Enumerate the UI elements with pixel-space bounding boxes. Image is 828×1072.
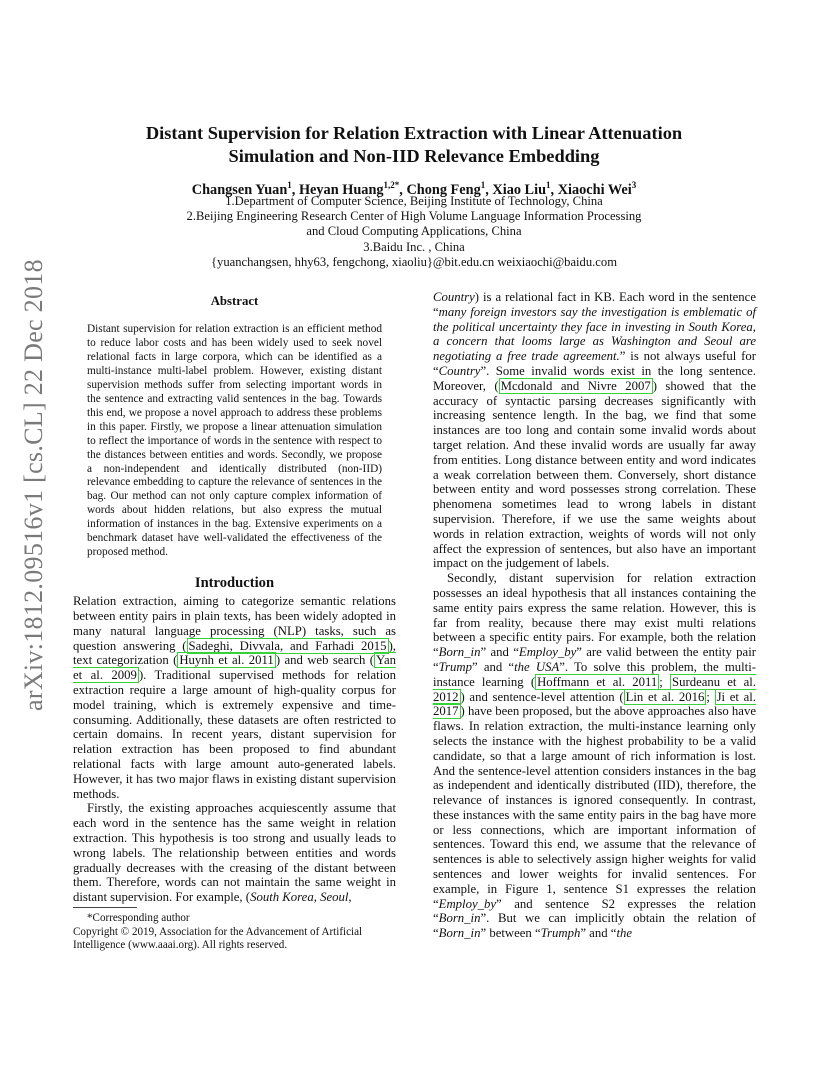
body-paragraph-secondly: Secondly, distant supervision for relation extraction possesses an ideal hypothesis that all instances containing the same entity pairs express the same relation. However, this is far from reality, because there may exist multi relations between a specific entity pairs. For example, both the relation “Born_in” and “Employ_by” are valid between the entity pair “Trump” and “the USA”. To solve this problem, the multi-instance learning ( Hoffmann et al. 2011 ; Surdeanu et al. 2012 ) and sentence-level attention ( Lin et al. 2016 ; Ji et al. 2017 ) have been proposed, but the above approaches also have flaws. In relation extraction, the multi-instance learning only selects the instance with the highest probability to be a valid candidate, so that a large amount of rich information is lost. And the sentence-level attention considers instances in the bag as independent and identically distributed (IID), therefore, the relevance of instances is ignored consequently. In contrast, these instances with the same entity pairs in the bag have more or less connections, which are important information of sentences. Toward this end, we assume that the relevance of sentences is able to selectively assign higher weights for valid sentences and lower weights for invalid sentences. For example, in Figure 1, sentence S1 expresses the relation “Employ_by” and sentence S2 expresses the relation “Born_in”. But we can implicitly obtain the relation of “Born_in” between “Trumph” and “the: [433, 571, 757, 941]
paper-title: [100, 122, 728, 168]
author: Xiao Liu$^1$,: [492, 180, 558, 198]
abstract-text: Distant supervision for relation extraction is an efficient method to reduce labor costs and has been widely used to seek novel relational facts in large corpora, which can be identified as a multi-instance multi-label problem. However, existing distant supervision methods suffer from selecting important words in the sentence and extracting valid sentences in the bag. Towards this end, we propose a novel approach to address these problems in this paper. Firstly, we propose a linear attenuation simulation to reflect the importance of words in the sentence with respect to the distances between entities and words. Secondly, we propose a non-independent and identically distributed (non-IID) relevance embedding to capture the relevance of sentences in the bag. Our method can not only capture complex information of words about hidden relations, but also express the mutual information of instances in the bag. Extensive experiments on a benchmark dataset have well-validated the effectiveness of the proposed method.: [87, 323, 382, 559]
citation-link[interactable]: Surdeanu et al. 2012: [433, 674, 757, 704]
affiliation-line: 2.Beijing Engineering Research Center of High Volume Language Information Processing: [186, 209, 642, 224]
footnote: [73, 912, 396, 953]
author: Chong Feng$^1$,: [406, 180, 493, 198]
citation-link[interactable]: Yan et al. 2009: [73, 653, 397, 683]
footnote-divider: [73, 907, 137, 908]
intro-paragraph-2: Firstly, the existing approaches acquiescently assume that each word in the sentence has the same weight in relation extraction. This hypothesis is too strong and usually leads to wrong labels. The relationship between entities and words gradually decreases with the creasing of the distant between them. Therefore, words can not maintain the same weight in distant supervision. For example, (South Korea, Seoul,: [73, 801, 396, 905]
citation-link[interactable]: Hoffmann et al. 2011: [537, 674, 658, 689]
author: Heyan Huang$^{1,2*}$,: [298, 180, 407, 198]
citation-link[interactable]: Ji et al. 2017: [433, 689, 756, 719]
introduction-heading: Introduction: [194, 575, 275, 592]
affiliation-line: 1.Department of Computer Science, Beijing Institute of Technology, China: [225, 194, 603, 208]
left-column: [73, 290, 396, 905]
title-line-2: Simulation and Non-IID Relevance Embedding: [228, 146, 600, 166]
right-column: [433, 290, 756, 941]
author: Changsen Yuan$^1$,: [191, 180, 299, 198]
abstract-heading: Abstract: [210, 294, 259, 308]
body-paragraph-continued: Country) is a relational fact in KB. Each word in the sentence “many foreign investors say the investigation is emblematic of the political uncertainty they face in investing in South Korea, a concern that looms large as Washington and Seoul are negotiating a free trade agreement.” is not always useful for “Country”. Some invalid words exist in the long sentence. Moreover, ( Mcdonald and Nivre 2007 ) showed that the accuracy of syntactic parsing decreases significantly with increasing sentence length. In the bag, we find that some instances are too long and contain some invalid words about target relation. And these invalid words are usually far away from entities. Long distance between entity and word indicates a weak correlation between them. Conversely, short distance between entity and word possesses strong correlation. These phenomena sometimes lead to wrong labels in distant supervision. Therefore, if we use the same weights about words in relation extraction, weights of words will not only affect the expression of sentences, but also have an important impact on the judgement of labels.: [433, 290, 757, 571]
affiliations: [100, 194, 728, 270]
author-emails: {yuanchangsen, hhy63, fengchong, xiaoliu}@bit.edu.cn weixiaochi@baidu.com: [210, 254, 617, 269]
arxiv-stamp: arXiv:1812.09516v1 [cs.CL] 22 Dec 2018: [19, 259, 48, 711]
author: Xiaochi Wei$^3$: [557, 180, 637, 198]
intro-paragraph-1: Relation extraction, aiming to categorize semantic relations between entity pairs in plain texts, has been widely adopted in many natural language processing (NLP) tasks, such as question answering ( Sadeghi, Divvala, and Farhadi 2015 ), text categorization ( Huynh et al. 2011 ) and web search ( Yan et al. 2009 ). Traditional supervised methods for relation extraction require a large amount of high-quality corpus for model training, which is extremely expensive and time-consuming. Additionally, these datasets are often restricted to certain domains. In recent years, distant supervision for relation extraction has been proposed to find abundant relational facts with large amount auto-generated labels. However, it has two major flaws in existing distant supervision methods.: [73, 594, 397, 801]
corresponding-author-note: *Corresponding author: [87, 912, 190, 924]
citation-link[interactable]: Mcdonald and Nivre 2007: [500, 378, 651, 393]
affiliation-line: 3.Baidu Inc. , China: [363, 239, 465, 254]
title-line-1: Distant Supervision for Relation Extraction with Linear Attenuation: [145, 123, 683, 143]
citation-link[interactable]: Lin et al. 2016: [625, 689, 705, 704]
citation-link[interactable]: Huynh et al. 2011: [179, 653, 274, 668]
affiliation-line: and Cloud Computing Applications, China: [306, 224, 522, 239]
copyright-notice: Copyright © 2019, Association for the Advancement of Artificial Intelligence (www.aaai.org). All rights reserved.: [73, 925, 363, 952]
citation-link[interactable]: Sadeghi, Divvala, and Farhadi 2015: [188, 638, 387, 653]
